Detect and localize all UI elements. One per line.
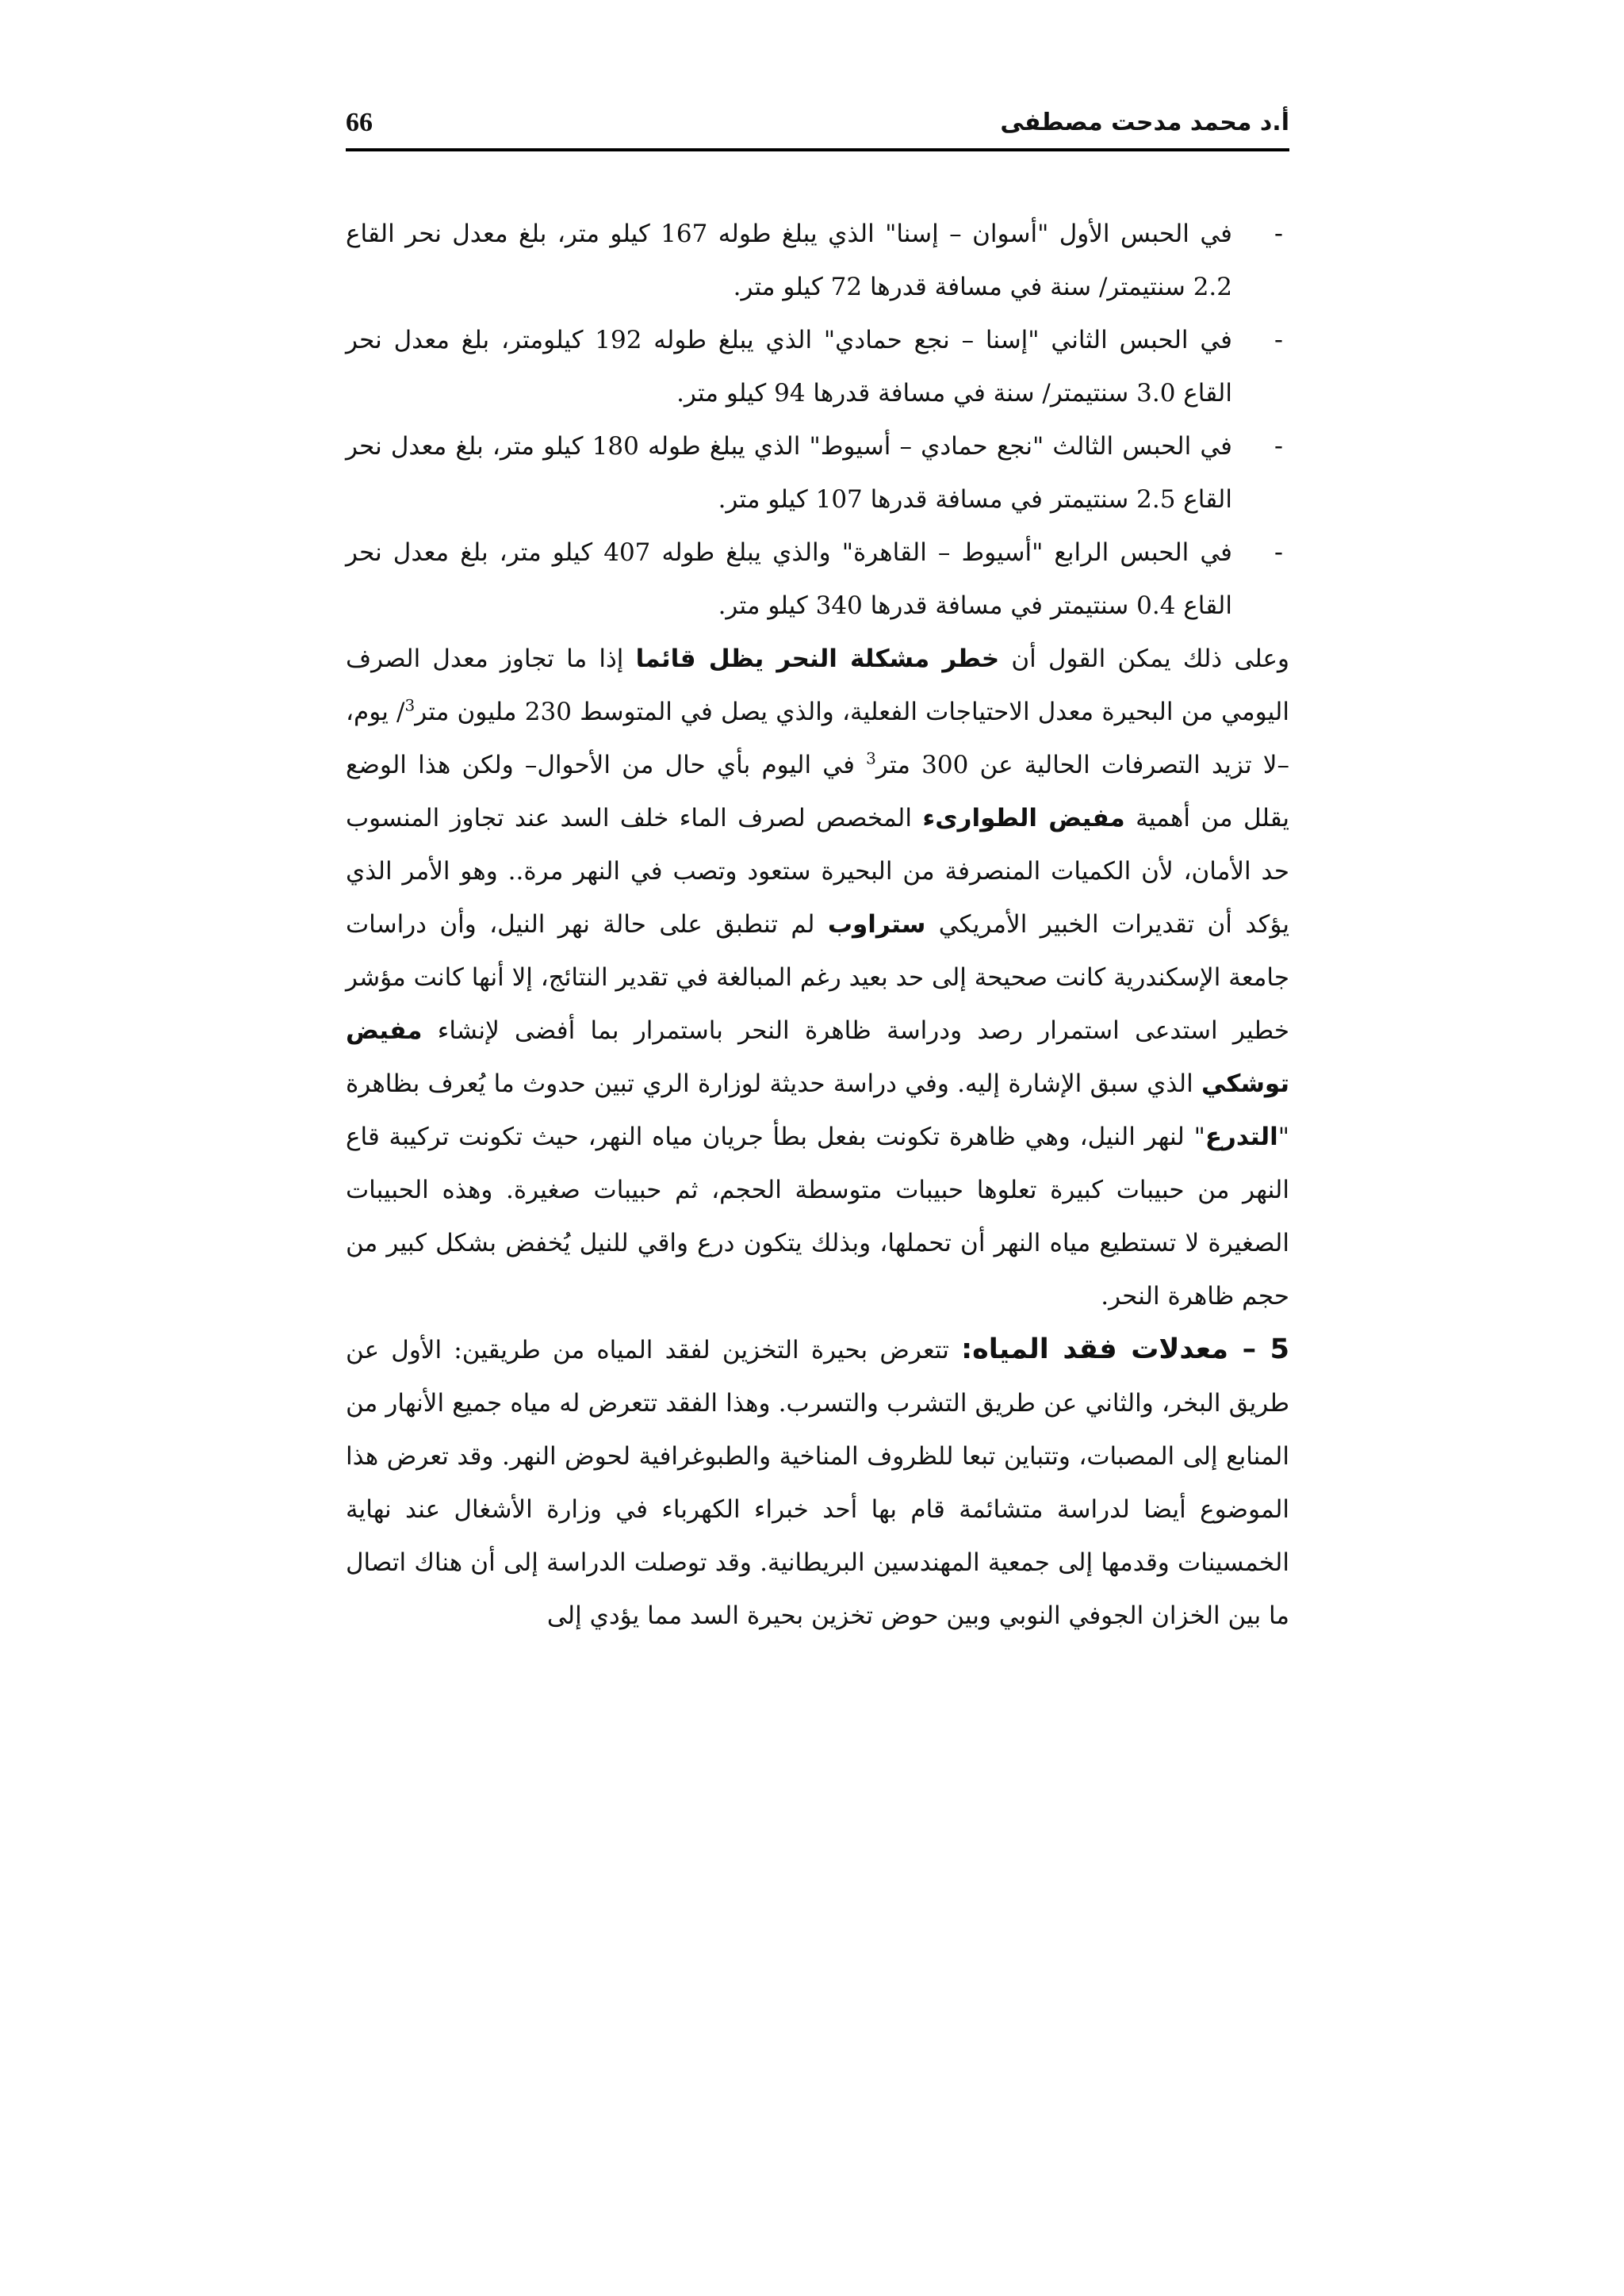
paragraph-text: إذا ما تجاوز معدل الصرف اليومي من البحيرة معدل الاحتياجات الفعلية، والذي يصل في المتوسط 230 مليون متر <box>346 645 1289 726</box>
header-divider <box>346 148 1289 151</box>
bullet-list <box>346 208 1289 633</box>
emphasis-text: التدرع <box>1205 1123 1278 1151</box>
page-number: 66 <box>346 108 373 137</box>
emphasis-text: ستراوب <box>827 910 926 939</box>
list-item-text: في الحبس الثاني "إسنا – نجع حمادي" الذي يبلغ طوله 192 كيلومتر، بلغ معدل نحر القاع 3.0 سنتيمتر/ سنة في مسافة قدرها 94 كيلو متر. <box>346 326 1232 408</box>
paragraph-text: / يوم، –لا تزيد التصرفات الحالية عن 300 متر <box>346 698 1289 779</box>
bullet-marker: - <box>1274 326 1283 354</box>
superscript: 3 <box>866 748 876 768</box>
paragraph-text: في اليوم بأي حال من الأحوال– ولكن هذا الوضع يقلل من أهمية <box>346 751 1290 832</box>
bullet-marker: - <box>1274 538 1283 567</box>
paragraph-text: تتعرض بحيرة التخزين لفقد المياه من طريقين: الأول عن طريق البخر، والثاني عن طريق التشرب والتسرب. وهذا الفقد تتعرض له مياه جميع الأنهار من المنابع إلى المصبات، وتتباين تبعا للظروف المناخية والطبوغرافية لحوض النهر. وقد تعرض هذا الموضوع أيضا لدراسة متشائمة قام بها أحد خبراء الكهرباء في وزارة الأشغال عند نهاية الخمسينات وقدمها إلى جمعية المهندسين البريطانية. وقد توصلت الدراسة إلى أن هناك اتصال ما بين الخزان الجوفي النوبي وبين حوض تخزين بحيرة السد مما يؤدي إلى <box>346 1336 1289 1630</box>
paragraph-text: لم تنطبق على حالة نهر النيل، وأن دراسات جامعة الإسكندرية كانت صحيحة إلى حد بعيد رغم المبالغة في تقدير النتائج، إلا أنها كانت مؤشر خطير استدعى استمرار رصد ودراسة ظاهرة النحر باستمرار بما أفضى لإنشاء <box>346 910 1289 1045</box>
section-heading: 5 – معدلات فقد المياه: <box>961 1334 1289 1365</box>
page-body <box>346 208 1289 1643</box>
page-header <box>346 103 1289 151</box>
paragraph-text: وعلى ذلك يمكن القول أن <box>999 645 1289 673</box>
list-item-text: في الحبس الأول "أسوان – إسنا" الذي يبلغ طوله 167 كيلو متر، بلغ معدل نحر القاع 2.2 سنتيمتر/ سنة في مسافة قدرها 72 كيلو متر. <box>346 220 1232 301</box>
list-item-text: في الحبس الرابع "أسيوط – القاهرة" والذي يبلغ طوله 407 كيلو متر، بلغ معدل نحر القاع 0.4 سنتيمتر في مسافة قدرها 340 كيلو متر. <box>346 538 1232 620</box>
list-item <box>346 208 1289 314</box>
list-item <box>346 526 1289 633</box>
paragraph-text: " لنهر النيل، وهي ظاهرة تكونت بفعل بطأ جريان مياه النهر، حيث تكونت تركيبة قاع النهر من حبيبات كبيرة تعلوها حبيبات متوسطة الحجم، ثم حبيبات صغيرة. وهذه الحبيبات الصغيرة لا تستطيع مياه النهر أن تحملها، وبذلك يتكون درع واقي للنيل يُخفض بشكل كبير من حجم ظاهرة النحر. <box>346 1123 1289 1311</box>
superscript: 3 <box>404 695 416 715</box>
list-item <box>346 314 1289 420</box>
bullet-marker: - <box>1274 432 1283 461</box>
emphasis-text: مفيض الطوارىء <box>922 804 1125 832</box>
bullet-marker: - <box>1274 220 1283 248</box>
author-name: أ.د محمد مدحت مصطفى <box>1000 109 1289 136</box>
paragraph-text: المخصص لصرف الماء خلف السد عند تجاوز المنسوب حد الأمان، لأن الكميات المنصرفة من البحيرة ستعود وتصب في النهر مرة.. وهو الأمر الذي يؤكد أن تقديرات الخبير الأمريكي <box>346 804 1289 939</box>
paragraph-text: الذي سبق الإشارة إليه. وفي دراسة حديثة لوزارة الري تبين حدوث ما يُعرف بظاهرة " <box>346 1070 1289 1151</box>
section-paragraph <box>346 1323 1289 1643</box>
list-item-text: في الحبس الثالث "نجع حمادي – أسيوط" الذي يبلغ طوله 180 كيلو متر، بلغ معدل نحر القاع 2.5 سنتيمتر في مسافة قدرها 107 كيلو متر. <box>346 432 1233 514</box>
list-item <box>346 420 1289 526</box>
emphasis-text: مفيض توشكي <box>346 1016 1289 1098</box>
emphasis-text: خطر مشكلة النحر يظل قائما <box>635 645 1000 673</box>
body-paragraph <box>346 633 1289 1323</box>
